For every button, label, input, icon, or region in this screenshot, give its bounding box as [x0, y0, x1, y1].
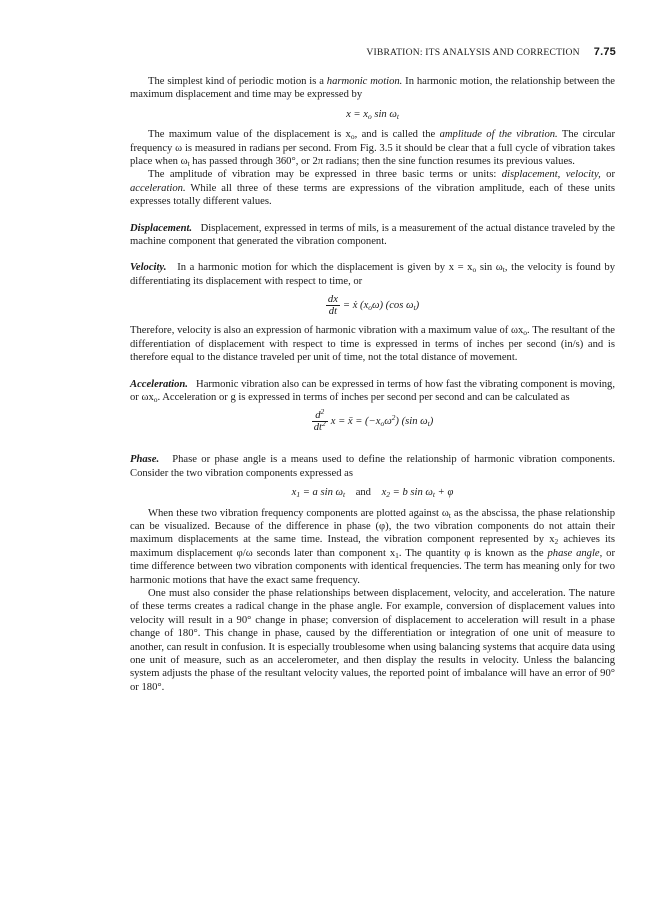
- section-heading: Displacement.: [130, 222, 193, 234]
- eq-part: d: [315, 410, 321, 422]
- emphasis: displacement, velocity,: [501, 169, 601, 181]
- section-acceleration: [130, 378, 615, 405]
- eq-part: sin ω: [371, 108, 397, 120]
- text-run: The amplitude of vibration may be expressed in three basic terms or units:: [148, 169, 502, 181]
- subscript: 1: [395, 550, 399, 560]
- text-run: The simplest kind of periodic motion is a: [148, 76, 327, 87]
- eq-part: x: [291, 487, 297, 499]
- eq-sub: t: [432, 490, 436, 500]
- page-number: 7.75: [593, 46, 616, 58]
- eq-sub: o: [368, 303, 373, 313]
- text-run: or time difference between two vibration components with identical frequencies. The term has meaning only for two harmonic motions that have the exact same frequency.: [130, 547, 615, 586]
- running-header: [0, 46, 616, 58]
- eq-sub: 2: [386, 490, 391, 500]
- emphasis: phase angle,: [547, 547, 603, 559]
- denominator: dt: [328, 306, 338, 318]
- emphasis: amplitude of the vibration.: [439, 129, 558, 141]
- subscript: t: [502, 265, 505, 275]
- text-run: or: [600, 169, 615, 181]
- equation-phase: [130, 486, 615, 499]
- page-body: [130, 75, 615, 694]
- running-title: VIBRATION: ITS ANALYSIS AND CORRECTION: [366, 47, 580, 58]
- text-run: . The resultant of the differentiation of displacement with respect to time is expressed in terms of inches per second (in/s) and is therefore equal to the distance traveled per unit of time, not the total distance of movement.: [130, 325, 615, 364]
- eq-sub: t: [413, 303, 416, 313]
- text-run: The maximum value of the displacement is x: [148, 129, 351, 141]
- paragraph-units: [130, 168, 615, 208]
- text-run: Phase or phase angle is a means used to define the relationship of harmonic vibration components. Consider the two vibration components expressed as: [130, 454, 615, 479]
- equation-velocity: [130, 294, 615, 317]
- subscript: 2: [554, 537, 559, 547]
- section-heading: Phase.: [130, 454, 160, 466]
- subscript: o: [153, 394, 158, 404]
- eq-part: ): [415, 300, 420, 312]
- text-run: While all three of these terms are expressions of the vibration amplitude, each of these units expresses totally different values.: [130, 182, 615, 208]
- subscript: o: [472, 265, 477, 275]
- equation-displacement: [130, 108, 615, 121]
- text-run: Displacement, expressed in terms of mils, is a measurement of the actual distance traveled by the machine component that generated the vibration component.: [130, 222, 615, 248]
- fraction: [312, 407, 328, 434]
- eq-sup: 2: [322, 419, 326, 429]
- eq-sub: t: [343, 490, 346, 500]
- paragraph-phase-relationships: [130, 587, 615, 694]
- paragraph-phase-angle: [130, 507, 615, 587]
- eq-sup: 2: [320, 407, 325, 417]
- eq-part: dt: [313, 422, 322, 434]
- section-phase: [130, 453, 615, 480]
- eq-part: x = x: [346, 108, 368, 120]
- subscript: o: [350, 132, 355, 142]
- text-run: In harmonic motion, the relationship between the maximum displacement and time may be expressed by: [130, 76, 615, 101]
- section-displacement: [130, 222, 615, 249]
- text-run: The circular frequency ω is measured in radians per second. From Fig. 3.5 it should be clear that a full cycle of vibration takes place when ω: [130, 129, 616, 168]
- eq-sup: 2: [391, 413, 396, 423]
- eq-sub: o: [367, 111, 372, 121]
- text-run: , and is called the: [354, 129, 440, 141]
- eq-part: = a sin ω: [300, 487, 343, 499]
- text-run: Harmonic vibration also can be expressed in terms of how fast the vibrating component is moving, or ωx: [130, 378, 616, 403]
- section-velocity: [130, 261, 615, 288]
- subscript: t: [187, 159, 190, 169]
- equation-acceleration: [130, 407, 615, 434]
- text-run: achieves its maximum displacement φ/ω seconds later than component x: [130, 534, 615, 559]
- paragraph-harmonic-motion: [130, 75, 615, 102]
- eq-part: x: [381, 487, 387, 499]
- eq-sub: 1: [296, 490, 301, 500]
- emphasis: acceleration.: [130, 182, 186, 194]
- section-heading: Acceleration.: [130, 378, 188, 390]
- text-run: Therefore, velocity is also an expression of harmonic vibration with a maximum value of ωx: [130, 325, 524, 337]
- text-run: When these two vibration frequency components are plotted against ω: [148, 507, 449, 519]
- subscript: o: [523, 328, 528, 338]
- text-run: . The quantity φ is known as the: [398, 547, 548, 559]
- subscript: t: [448, 510, 451, 520]
- eq-sub: o: [380, 419, 385, 429]
- eq-conjunction: and: [355, 487, 371, 499]
- eq-sub: t: [396, 111, 399, 121]
- eq-part: x = ẍ = (−x: [330, 416, 381, 428]
- eq-part: = b sin ω: [390, 487, 433, 499]
- section-heading: Velocity.: [130, 262, 167, 274]
- eq-part: ) (sin ω: [395, 416, 428, 428]
- eq-part: + φ: [435, 487, 454, 499]
- text-run: has passed through 360°, or 2π radians; then the sine function resumes its previous values.: [189, 156, 575, 168]
- text-run: sin ω: [476, 262, 503, 274]
- fraction: [326, 294, 340, 317]
- text-run: One must also consider the phase relationships between displacement, velocity, and acceleration. The nature of these terms creates a radical change in the phase angle. For example, conversion of displacement values into velocity will result in a 90° change in phase; conversion of displacement to acceleration will result in a phase change of 180°. This change in phase, caused by the differentiation or integration of one unit of measure to another, can result in confusion. It is especially troublesome when using balancing systems that acquire data using one unit of measure, such as an accelerometer, and then display the results in velocity. Unless the balancing system adjusts the phase of the resultant velocity values, the reported point of imbalance will have an error of 90° or 180°.: [130, 587, 615, 693]
- text-run: In a harmonic motion for which the displacement is given by x = x: [177, 262, 473, 274]
- eq-part: = ẋ (x: [342, 300, 369, 312]
- text-run: as the abscissa, the phase relationship can be visualized. Because of the difference in phase (φ), the two vibration components do not attain their maximum displacements at the same time. Instead, the vibration component represented by x: [130, 507, 615, 546]
- numerator: dx: [327, 294, 338, 306]
- eq-part: ω: [384, 416, 392, 428]
- text-run: , the velocity is found by differentiating its displacement with respect to time, or: [130, 262, 615, 287]
- paragraph-amplitude: [130, 128, 615, 168]
- text-run: . Acceleration or g is expressed in terms of inches per second per second and can be calculated as: [157, 391, 570, 403]
- denominator: [312, 419, 328, 434]
- paragraph-velocity-result: [130, 324, 615, 364]
- eq-part: ): [429, 416, 434, 428]
- eq-sub: t: [427, 419, 430, 429]
- emphasis: harmonic motion.: [326, 76, 403, 87]
- eq-part: ω) (cos ω: [372, 300, 414, 312]
